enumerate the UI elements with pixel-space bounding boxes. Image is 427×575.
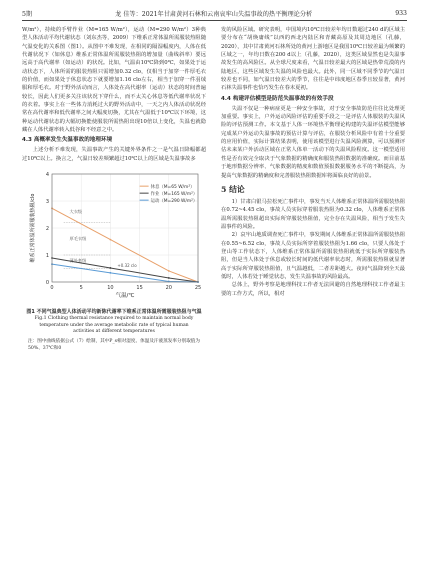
y-tick-label: 3 (45, 198, 49, 205)
x-tick-label: 25 (194, 285, 202, 292)
x-axis-label: 气温/℃ (115, 293, 135, 300)
figure-1 (22, 166, 206, 307)
delta-annotation: +0.32 clo (117, 263, 137, 269)
x-tick-label: 0 (50, 285, 54, 292)
y-axis-label: 维系正常体温所需服装热阻/clo (30, 193, 36, 263)
series-1-point (168, 270, 170, 272)
x-tick-label: 10 (107, 285, 114, 292)
band-label-coat: 大衣级 (69, 209, 83, 215)
series-2-point (168, 277, 170, 279)
y-tick-label: 2 (45, 225, 49, 232)
chart-bands (64, 208, 138, 268)
figure-caption-en: Fig.1 Clothing thermal resistance required to maintain normal body temperature under the average metabolic rate of typical human activities at different temperatures (34, 316, 194, 335)
band-label-sweater: 厚毛衣级 (69, 236, 87, 242)
left-column (22, 26, 206, 352)
legend-entry: 运动（M=290 W/m²） (150, 199, 198, 205)
header-rule (22, 20, 407, 21)
y-tick-label: 0 (45, 279, 49, 286)
chart-lines (51, 208, 199, 284)
series-2-point (110, 267, 112, 269)
body-paragraph: 发的风险区域。研究表明，中国境内10℃日较差年均日数超过240 d的区域主要分布在“胡焕庸线”以西的西北内陆区和青藏高原及其周边地区（孔藤，2020），其中甘肃黄河石林所处的黄河上游地区是我国10℃日较差最为频繁的区域之一，年均日数在200 d以上（孔藤，2020），这类区域显然也是失温事故发生的高风险区。从全球尺度来看，气温日较差最大的区域是热带荒漠的内陆地区，这些区域发生失温的风险也最大。此外，同一区域不同季节的气温日较差也不同，如气温日较差大的季节，往往是中纬度地区春季且较显著，黄河石林失温事件也恰巧发生在春末夏初。 (221, 27, 405, 92)
section-heading-4-3: 4.3 高概率发生失温事故的地理环境 (22, 137, 113, 144)
body-paragraph: 失温不仅是一种病症更是一种安全事故，对于安全事故防范往往比处理更加重要。事实上，户外运动风险评估的重要手段之一是评估人体服装的失温风险的评估预测工作。本文基于人体一环境热平衡理论构建的失温评估模型能够完成某户外运动失温事故的预估计算与评估，在服装分析风险中有着十分重要的应用价值，实际计算结果表明，使用该模型进行失温风险测算，可以预测评估未来某户外活动区域在正常人体单一活动下的失温风险程度。这一模型适用性是否有效完全取决于气象数据的精确度和服装热阻数据的准确度。而目前基于地形数据分辨率、气象数据的精度和数值预报数据服务水平的不断提高，为提高气象数据的精确度和完善服装热阻数据库将面临良好的前景。 (221, 105, 405, 179)
figure-caption-zh: 图1 不同气温典型人体活动平均新陈代谢率下维系正常体温所需服装热阻与气温 (26, 309, 202, 316)
x-tick-label: 5 (79, 285, 83, 292)
y-tick-label: 4 (45, 171, 49, 178)
conclusion-1: 1）甘肃白银马拉松死亡事件中，事发当天人体维系正常体温所需服装热阻在0.72~4.45 clo，事故人员实际穿着服装热阻为0.32 clo，人体维系正常体温所需服装热阻超出实际所穿服装热阻值，完全存在失温风险，相当于发生失温事件的风险。 (221, 198, 405, 230)
series-3-point (110, 272, 112, 274)
body-paragraph: 上述分析不难发现，失温事故产生的关键外界条件之一是气温日降幅都超过10℃以上。换言之，气温日较差频繁超过10℃以上的区域是失温事故多 (22, 147, 206, 162)
issue-number: 5期 (22, 10, 33, 18)
conclusion-3: 总体上，野外考察是地理科技工作者无法回避的自然地理科技工作者最主要的工作方式，所以，相对 (221, 282, 405, 297)
page-number: 933 (395, 9, 407, 17)
band-label-jacket: 薄外套级 (69, 257, 87, 263)
figure-1-chart (22, 166, 206, 307)
running-title: 龙 佳等：2021年甘肃黄河石林和云南哀牢山失温事故的热平衡理论分析 (115, 10, 313, 18)
x-tick-label: 20 (165, 285, 172, 292)
running-header (22, 7, 407, 19)
legend-entry: 作业（M=165 W/m²） (150, 192, 198, 198)
figure-caption (22, 309, 206, 336)
legend-entry: 休息（M=65 W/m²） (150, 185, 195, 191)
y-tick-label: 1 (45, 252, 49, 259)
series-line-2 (52, 258, 198, 282)
body-paragraph: W/m²），持续的手臂作业（M=165 W/m²），运动（M=290 W/m²）3种典型人体活动平均代谢状态（刘东杰等，2009）下维系正常体温所需服装热阻随气温变化的关系图（图1）。从图中不难发现，在相同的隔湿幅度内，人体在低代谢状况下（如休息）维系正常体温所需服装热阻的增加量（曲线斜率）要远远高于高代谢率（如运动）的状况。比如，气温由10℃降到0℃，如果处于运动状态下，人体所需的服装热阻只需增加0.32 clo，仅相当于加穿一件厚毛衣的价值，而如果处于休息状态下就要增加1.16 clo左右，相当于加穿一件羽绒服和厚毛衣。对于野外活动而言，人体处在高代谢率（运动）状态的时间普遍较长，因此人们更多关注该状况下穿什么，而不太关心休息等低代谢率状况下的衣着。事实上在一些体力消耗过大的野外活动中，一天之内人体活动状况经常在高代谢率和低代谢率之间大幅度切换，尤其在气温低于10℃以下环境，这种运动代谢状态的大幅切换能使服装所需热阻出现10倍以上变化，失温也就隐藏在人体代谢率转入低谷和不经意之中。 (22, 27, 206, 134)
right-column (221, 26, 405, 298)
section-heading-5: 5 结论 (221, 184, 245, 194)
conclusion-2: 2）哀牢山地质调查死亡事件中，事发期间人体维系正常体温所需服装热阻在0.55~6.52 clo，事故人员实际所穿着服装热阻为1.66 clo，只要人体处于登山等工作状态下，人体维系正常体温所需服装热阻就低于实际所穿服装热阻，但是当人体处于休息或较长时间的低代谢率状态时，所需服装热阻就显著高于实际所穿服装热阻值，且气温越低，二者差距越大。夜间气温降到全天最低时，人体若处于睡觉状态，发生失温事故的风险最高。 (221, 232, 405, 280)
section-heading-4-4: 4.4 构建评估模型是防范失温事故的有效手段 (221, 95, 334, 102)
series-1-point (110, 239, 112, 241)
x-tick-label: 15 (136, 285, 143, 292)
chart-legend (140, 183, 198, 204)
figure-note: 注：图中曲线依据公式（7）绘制，其中P_s相对湿度、体温及汗液蒸发率分别取值为50%、37℃和0 (28, 338, 200, 351)
